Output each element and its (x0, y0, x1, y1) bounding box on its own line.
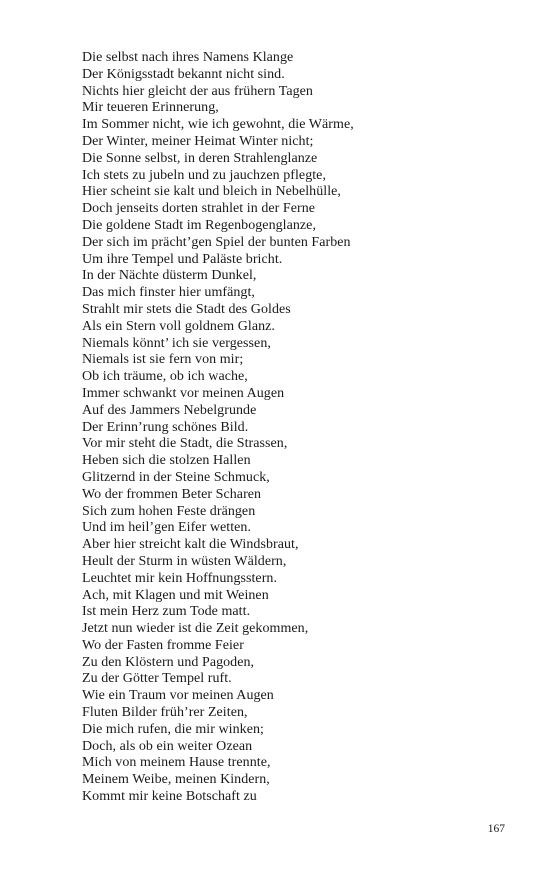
poem-line: Im Sommer nicht, wie ich gewohnt, die Wärme, (82, 117, 354, 133)
poem-line: Auf des Jammers Nebelgrunde (82, 402, 257, 418)
poem-line: Die mich rufen, die mir winken; (82, 721, 264, 737)
poem-line: Um ihre Tempel und Paläste bricht. (82, 251, 283, 267)
poem-line: Ich stets zu jubeln und zu jauchzen pflegte, (82, 167, 327, 183)
poem-line: Heben sich die stolzen Hallen (82, 453, 251, 469)
poem-line: Kommt mir keine Botschaft zu (82, 789, 257, 805)
poem-line: Mich von meinem Hause trennte, (82, 755, 271, 771)
poem-line: Die goldene Stadt im Regenbogenglanze, (82, 217, 317, 233)
poem-line: Sich zum hohen Feste drängen (82, 503, 256, 519)
poem-line: Der Winter, meiner Heimat Winter nicht; (82, 133, 314, 149)
poem-line: Ist mein Herz zum Tode matt. (82, 604, 251, 620)
poem-line: Heult der Sturm in wüsten Wäldern, (82, 553, 287, 569)
poem-line: Niemals ist sie fern von mir; (82, 352, 244, 368)
poem-line: In der Nächte düsterm Dunkel, (82, 268, 257, 284)
poem-line: Aber hier streicht kalt die Windsbraut, (82, 537, 299, 553)
page-number: 167 (487, 823, 505, 835)
poem-line: Immer schwankt vor meinen Augen (82, 385, 285, 401)
poem-line: Hier scheint sie kalt und bleich in Nebelhülle, (82, 184, 341, 200)
poem-line: Doch, als ob ein weiter Ozean (82, 738, 253, 754)
poem-line: Wo der frommen Beter Scharen (82, 486, 262, 502)
poem-line: Vor mir steht die Stadt, die Strassen, (82, 436, 288, 452)
poem-line: Der Königsstadt bekannt nicht sind. (82, 66, 285, 82)
poem-line: Ach, mit Klagen und mit Weinen (82, 587, 269, 603)
poem-line: Das mich finster hier umfängt, (82, 285, 255, 301)
poem-line: Mir teueren Erinnerung, (82, 100, 219, 116)
poem-line: Der Erinn’rung schönes Bild. (82, 419, 249, 435)
poem-line: Strahlt mir stets die Stadt des Goldes (82, 301, 291, 317)
poem-line: Zu der Götter Tempel ruft. (82, 671, 232, 687)
poem-line: Leuchtet mir kein Hoffnungsstern. (82, 570, 278, 586)
poem-line: Doch jenseits dorten strahlet in der Ferne (82, 201, 316, 217)
poem-line: Jetzt nun wieder ist die Zeit gekommen, (82, 621, 309, 637)
poem-line: Als ein Stern voll goldnem Glanz. (82, 318, 275, 334)
poem-line: Wo der Fasten fromme Feier (82, 637, 244, 653)
poem-line: Die Sonne selbst, in deren Strahlenglanze (82, 150, 318, 166)
poem-line: Glitzernd in der Steine Schmuck, (82, 469, 270, 485)
poem-line: Fluten Bilder früh’rer Zeiten, (82, 705, 248, 721)
poem-line: Niemals könnt’ ich sie vergessen, (82, 335, 271, 351)
poem-line: Ob ich träume, ob ich wache, (82, 369, 248, 385)
poem-line: Der sich im prächt’gen Spiel der bunten Farben (82, 234, 351, 250)
poem-line: Und im heil’gen Eifer wetten. (82, 520, 252, 536)
poem-text (82, 50, 522, 806)
poem-line: Meinem Weibe, meinen Kindern, (82, 772, 270, 788)
poem-line: Die selbst nach ihres Namens Klange (82, 50, 294, 65)
poem-line: Nichts hier gleicht der aus frühern Tagen (82, 83, 313, 99)
poem-line: Zu den Klöstern und Pagoden, (82, 654, 255, 670)
poem-line: Wie ein Traum vor meinen Augen (82, 688, 274, 704)
